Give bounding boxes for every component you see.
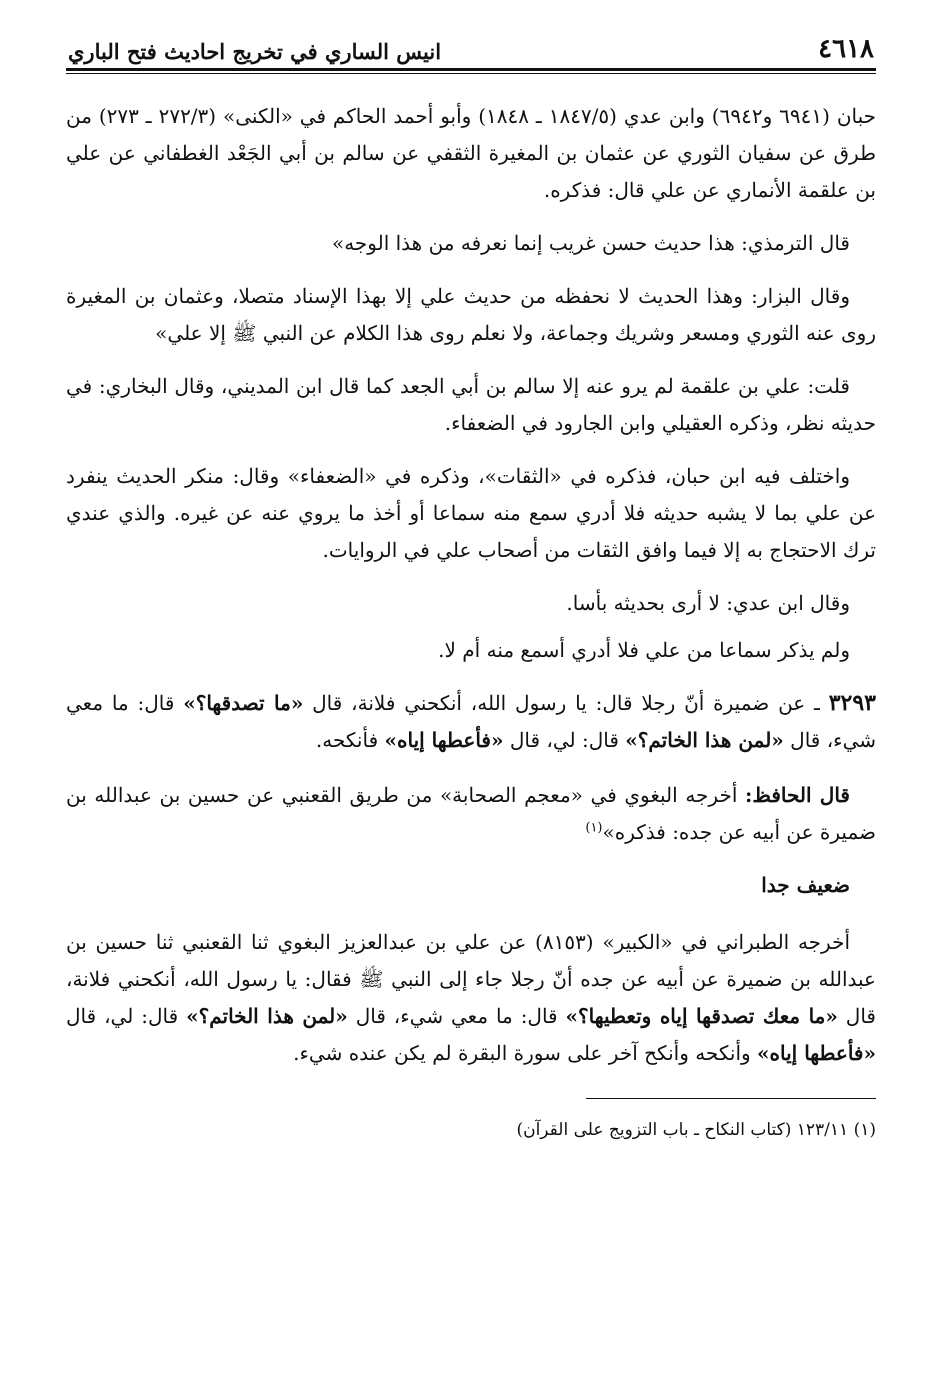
book-page — [66, 26, 876, 1161]
paragraph-sama: ولم يذكر سماعا من علي فلا أدري أسمع منه أم لا. — [438, 638, 850, 662]
takhrij-text: أخرجه الطبراني في «الكبير» (٨١٥٣) عن علي بن عبدالعزيز البغوي ثنا القعنبي ثنا حسين بن عبدالله بن ضميرة عن أبيه عن جده أنّ رجلا جاء إلى النبي ﷺ فقال: يا رسول الله، أنكحني فلانة، قال — [66, 930, 876, 1028]
paragraph-sources: حبان (٦٩٤١ و٦٩٤٢) وابن عدي (١٨٤٧/٥ ـ ١٨٤٨) وأبو أحمد الحاكم في «الكنى» (٢٧٢/٣ ـ ٢٧٣) من طرق عن سفيان الثوري عن عثمان بن المغيرة الثقفي عن سالم بن أبي الجَعْد الغطفاني عن علي بن علقمة الأنماري عن علي قال: فذكره. — [66, 104, 877, 202]
page-number: ٤٦١٨ — [818, 34, 874, 64]
hadith-text: قال: ما معي شيء، قال — [66, 691, 876, 752]
takhrij-text: قال: ما معي شيء، قال — [347, 1004, 566, 1028]
paragraph-hafiz — [66, 777, 876, 851]
paragraph-takhrij — [66, 924, 876, 1072]
hadith-text: قال: لي، قال — [503, 728, 626, 752]
hadith-text: فأنكحه. — [315, 728, 385, 752]
hadith-number: ٣٢٩٣ — [828, 690, 876, 716]
hafiz-text: أخرجه البغوي في «معجم الصحابة» من طريق القعنبي عن حسين بن عبدالله بن ضميرة عن أبيه عن جده: فذكره» — [66, 783, 876, 844]
takhrij-quote: «ما معك تصدقها إياه وتعطيها؟» — [565, 1004, 838, 1028]
header-rule-thin — [66, 73, 876, 74]
takhrij-quote: «لمن هذا الخاتم؟» — [186, 1004, 348, 1028]
hafiz-label: قال الحافظ: — [745, 783, 850, 807]
hadith-entry — [66, 685, 876, 759]
footnote: (١) ١٢٣/١١ (كتاب النكاح ـ باب التزويج على القرآن) — [516, 1120, 876, 1140]
paragraph-ibn-hibban: واختلف فيه ابن حبان، فذكره في «الثقات»، وذكره في «الضعفاء» وقال: منكر الحديث ينفرد عن علي بما لا يشبه حديثه فلا أدري سمع منه سماعا أو أخذ ما يروي عنه عن غيره. والذي عندي ترك الاحتجاج به إلا فيما وافق الثقات من أصحاب علي في الروايات. — [66, 464, 876, 562]
hadith-text: ـ عن ضميرة أنّ رجلا قال: يا رسول الله، أنكحني فلانة، قال — [303, 691, 829, 715]
footnote-reference[interactable]: (١) — [585, 820, 603, 836]
hadith-quote: «ما تصدقها؟» — [183, 691, 304, 715]
hadith-quote: «لمن هذا الخاتم؟» — [625, 728, 784, 752]
page-body — [66, 98, 876, 1144]
header-rule-thick — [66, 68, 876, 71]
takhrij-text: وأنكحه وأنكح آخر على سورة البقرة لم يكن عنده شيء. — [293, 1041, 758, 1065]
paragraph-ibn-adi: وقال ابن عدي: لا أرى بحديثه بأسا. — [566, 591, 850, 615]
book-title: انيس الساري في تخريج احاديث فتح الباري — [68, 39, 442, 64]
hadith-grade: ضعيف جدا — [761, 873, 850, 897]
running-header — [66, 26, 876, 68]
paragraph-tirmidhi: قال الترمذي: هذا حديث حسن غريب إنما نعرفه من هذا الوجه» — [331, 231, 850, 255]
takhrij-quote: «فأعطها إياه» — [757, 1041, 876, 1065]
hadith-quote: «فأعطها إياه» — [384, 728, 504, 752]
paragraph-note: قلت: علي بن علقمة لم يرو عنه إلا سالم بن أبي الجعد كما قال ابن المديني، وقال البخاري: في حديثه نظر، وذكره العقيلي وابن الجارود في الضعفاء. — [66, 374, 876, 435]
paragraph-bazzar: وقال البزار: وهذا الحديث لا نحفظه من حديث علي إلا بهذا الإسناد متصلا، وعثمان بن المغيرة روى عنه الثوري ومسعر وشريك وجماعة، ولا نعلم روى هذا الكلام عن النبي ﷺ إلا علي» — [66, 284, 876, 345]
takhrij-text: قال: لي، قال — [66, 1004, 187, 1028]
footnote-divider — [586, 1098, 876, 1099]
